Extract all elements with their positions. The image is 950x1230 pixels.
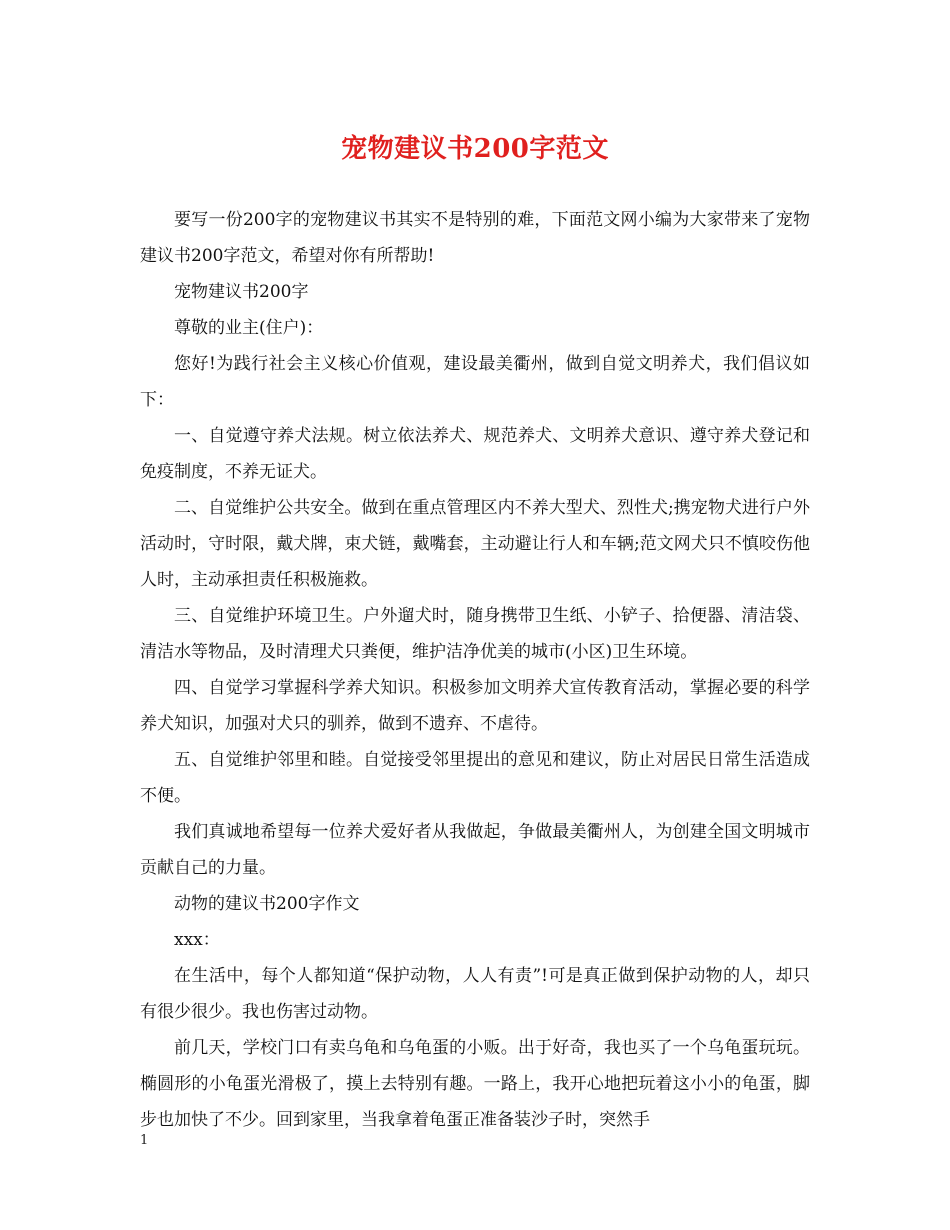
document-body [140,202,810,1138]
paragraph-item-2: 二、自觉维护公共安全。做到在重点管理区内不养大型犬、烈性犬;携宠物犬进行户外活动时，守时限，戴犬牌，束犬链，戴嘴套，主动避让行人和车辆;范文网犬只不慎咬伤他人时，主动承担责任积极施救。 [140,498,810,590]
paragraph-item-5: 五、自觉维护邻里和睦。自觉接受邻里提出的意见和建议，防止对居民日常生活造成不便。 [140,750,810,806]
paragraph-item-1: 一、自觉遵守养犬法规。树立依法养犬、规范养犬、文明养犬意识、遵守养犬登记和免疫制度，不养无证犬。 [140,426,810,482]
paragraph-addressee: xxx： [174,930,220,950]
paragraph-item-3: 三、自觉维护环境卫生。户外遛犬时，随身携带卫生纸、小铲子、拾便器、清洁袋、清洁水等物品，及时清理犬只粪便，维护洁净优美的城市(小区)卫生环境。 [140,606,810,662]
paragraph-closing: 我们真诚地希望每一位养犬爱好者从我做起，争做最美衢州人，为创建全国文明城市贡献自己的力量。 [140,822,810,878]
paragraph-subheading-2: 动物的建议书200字作文 [174,894,360,914]
paragraph-greeting: 您好!为践行社会主义核心价值观，建设最美衢州，做到自觉文明养犬，我们倡议如下： [140,354,810,410]
paragraph-essay-1: 在生活中，每个人都知道“保护动物，人人有责”!可是真正做到保护动物的人，却只有很少很少。我也伤害过动物。 [140,966,810,1022]
paragraph-subheading-1: 宠物建议书200字 [174,282,309,302]
document-title: 宠物建议书200字范文 [341,134,609,164]
paragraph-item-4: 四、自觉学习掌握科学养犬知识。积极参加文明养犬宣传教育活动，掌握必要的科学养犬知识，加强对犬只的驯养，做到不遗弃、不虐待。 [140,678,810,734]
paragraph-salutation: 尊敬的业主(住户)： [174,318,324,338]
page-number: 1 [140,1133,149,1148]
paragraph-essay-2: 前几天，学校门口有卖乌龟和乌龟蛋的小贩。出于好奇，我也买了一个乌龟蛋玩玩。椭圆形的小龟蛋光滑极了，摸上去特别有趣。一路上，我开心地把玩着这小小的龟蛋，脚步也加快了不少。回到家里，当我拿着龟蛋正准备装沙子时，突然手 [140,1038,810,1130]
paragraph-intro: 要写一份200字的宠物建议书其实不是特别的难，下面范文网小编为大家带来了宠物建议书200字范文，希望对你有所帮助! [140,210,810,266]
